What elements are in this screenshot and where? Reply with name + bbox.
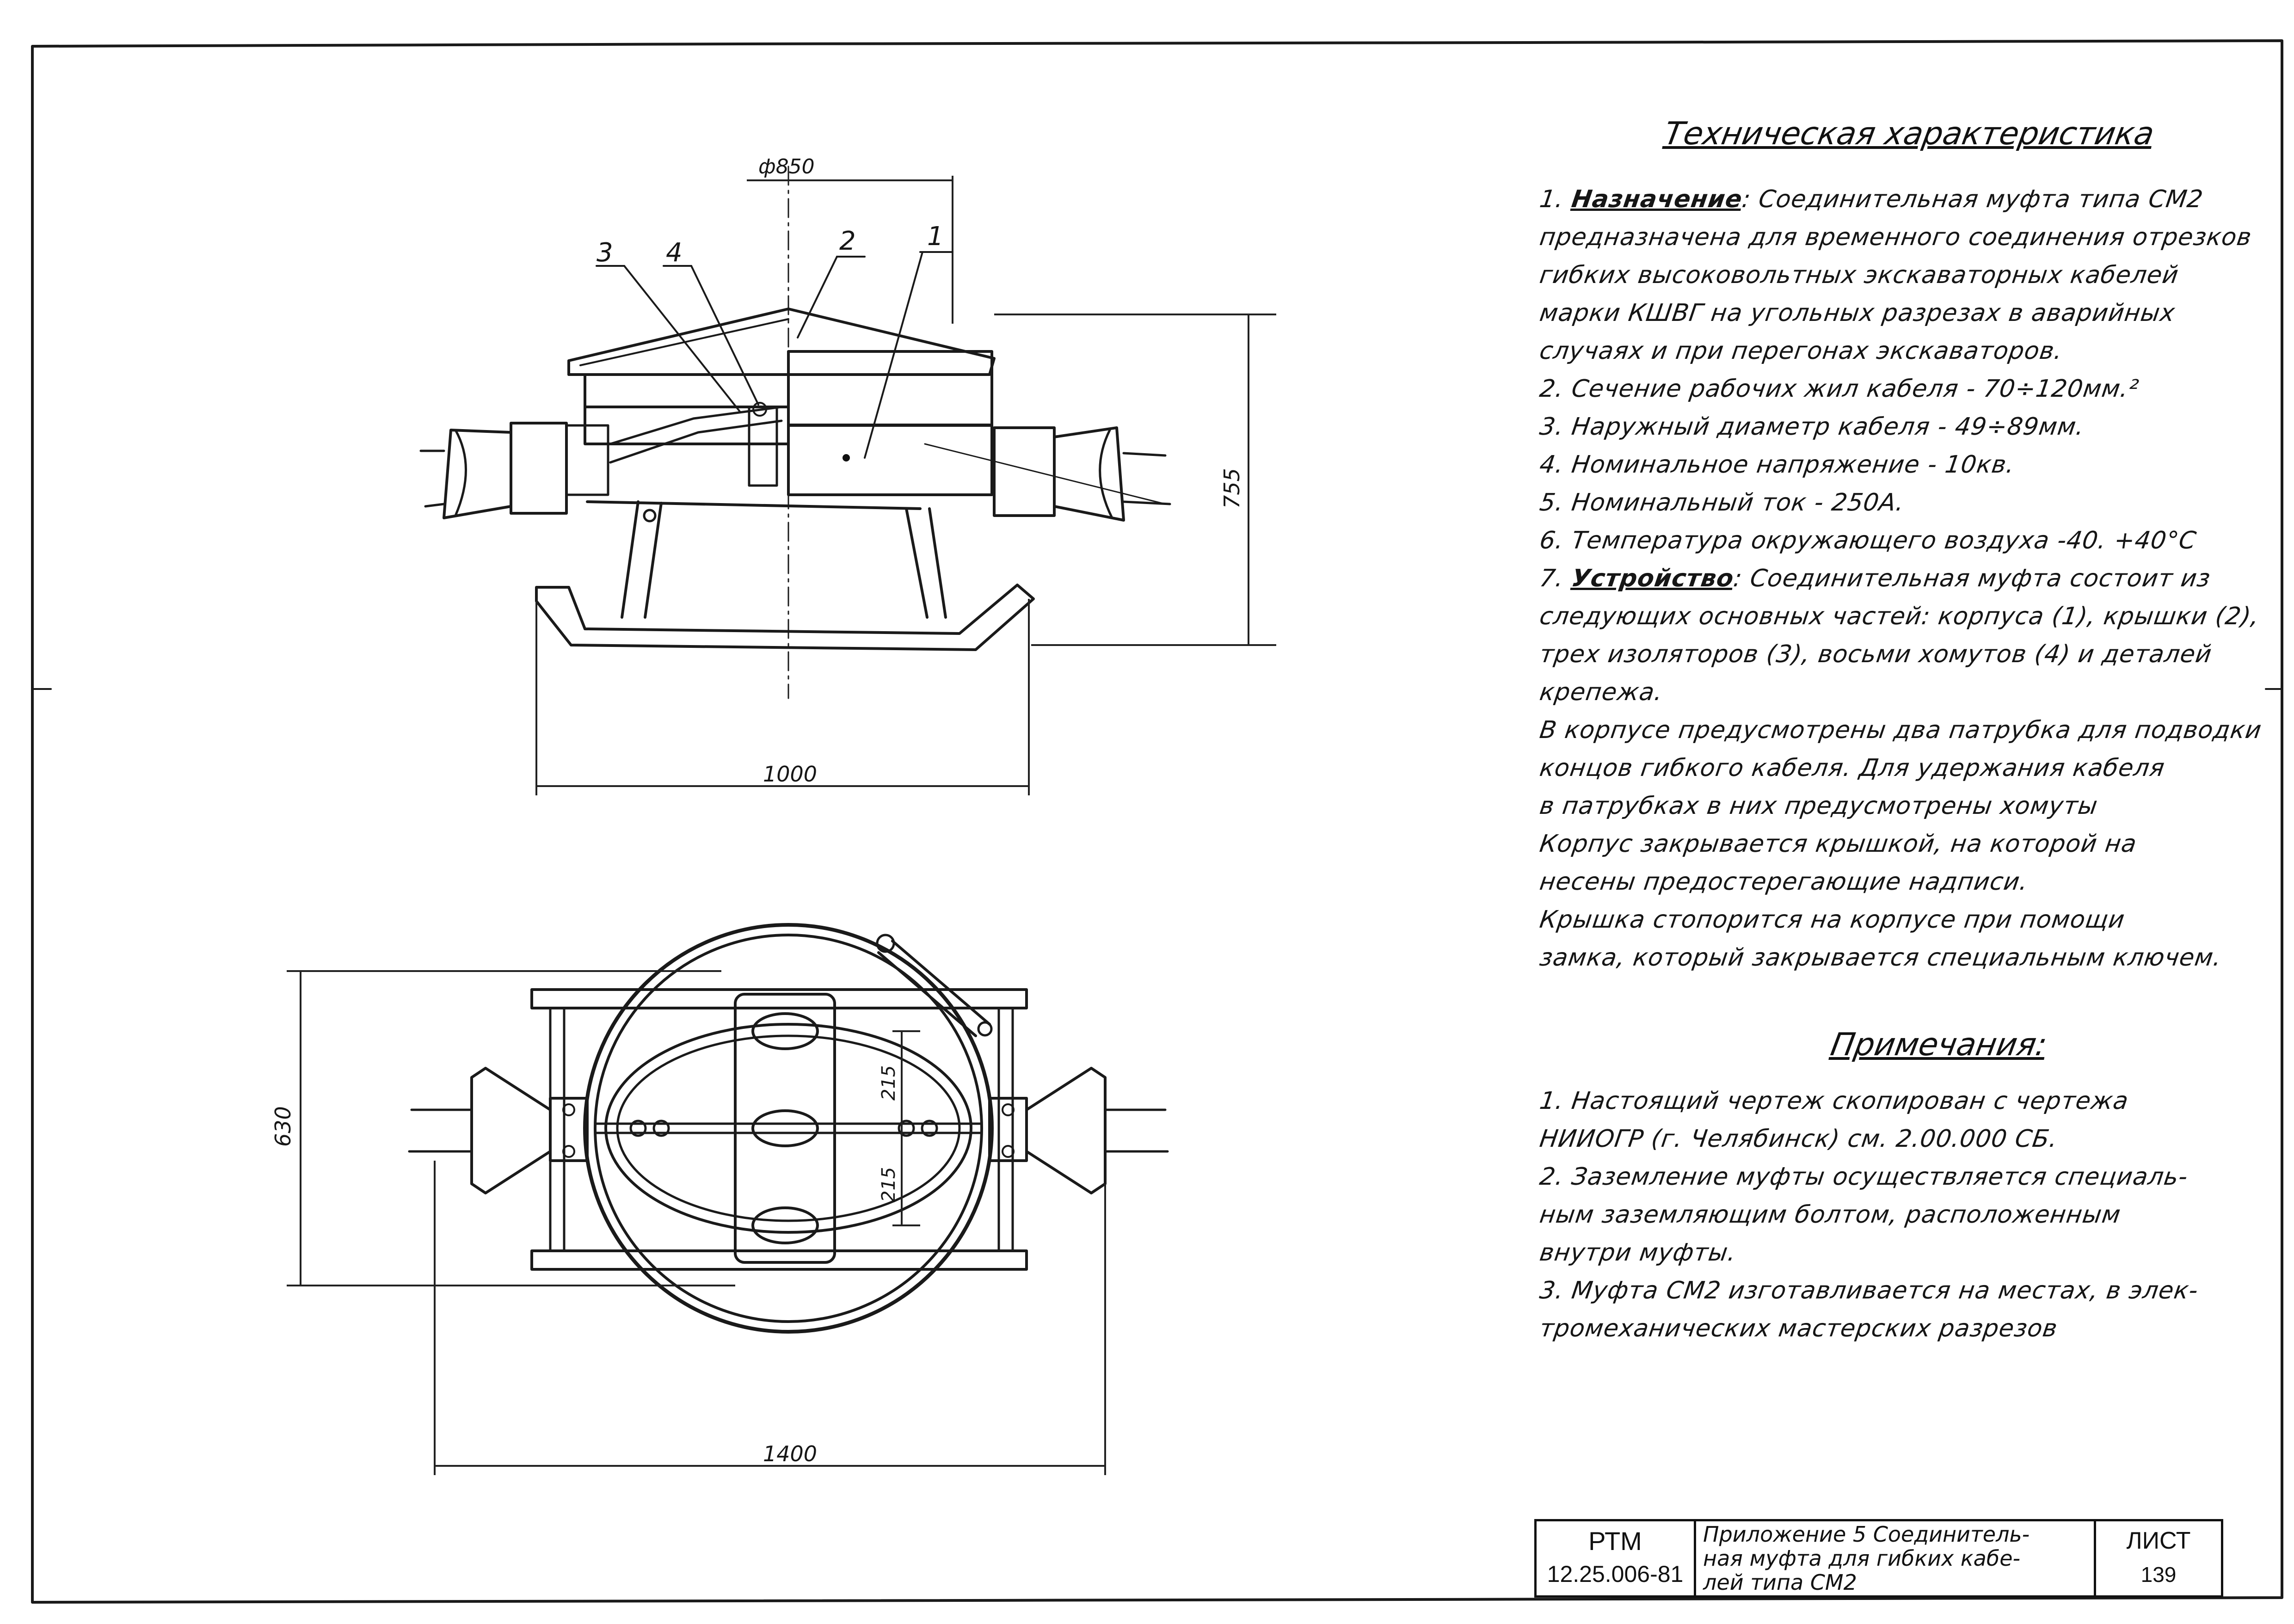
left-horn: [444, 430, 511, 518]
insulator-post: [749, 407, 777, 486]
note-line-0: 1. Настоящий чертеж скопирован с чертежа: [1538, 1087, 2131, 1115]
tech-item-1-line-0: Соединительная муфта типа СМ2: [1757, 185, 2205, 213]
left-flange: [511, 423, 566, 513]
left-cable-stub: [421, 451, 444, 506]
housing-upper: [788, 351, 992, 425]
inner-ring-outer: [606, 1024, 971, 1232]
callout-1: 1: [927, 221, 944, 252]
tech-body-line-3: Корпус закрывается крышкой, на которой на: [1538, 830, 2139, 858]
insulator-top: [753, 1014, 818, 1049]
leg-bolt: [644, 510, 655, 521]
tech-item-7-label: Устройство: [1569, 565, 1736, 592]
diameter-dim-text: ф850: [758, 155, 815, 178]
tech-body-line-5: Крышка стопорится на корпусе при помощи: [1538, 906, 2127, 934]
top-left-cable: [409, 1110, 472, 1151]
note-line-4: внутри муфты.: [1538, 1239, 1738, 1267]
stamp-sheet-number: 139: [2140, 1562, 2177, 1587]
height-dim-text: 755: [1219, 468, 1244, 509]
tech-body-line-6: замка, который закрывается специальным ключем.: [1538, 944, 2224, 972]
tech-item-7-line-1: следующих основных частей: корпуса (1), крышки (2),: [1538, 603, 2261, 630]
top-view: [271, 925, 1168, 1475]
stamp-doc-code-1: РТМ: [1588, 1526, 1642, 1556]
tech-item-1-label: Назначение: [1569, 185, 1744, 213]
lid-part-2: [569, 309, 994, 375]
lock-pin: [978, 1022, 991, 1035]
stamp-title: [1703, 1522, 2030, 1594]
left-clamp-block: [566, 425, 608, 495]
spacing-dim-upper: 215: [878, 1065, 899, 1101]
tech-item-1-line-1: предназначена для временного соединения отрезков: [1538, 223, 2254, 251]
sledge-runner: [536, 585, 1033, 650]
top-right-horn: [1027, 1068, 1105, 1193]
side-view: [421, 155, 1276, 795]
tech-item-6: 6. Температура окружающего воздуха -40. +40°С: [1538, 527, 2198, 554]
tech-item-1-line-3: марки КШВГ на угольных разрезах в аварийных: [1538, 299, 2177, 327]
housing-lower: [788, 425, 992, 495]
stamp-sheet-cell: [2094, 1519, 2223, 1598]
tech-body-line-2: в патрубках в них предусмотрены хомуты: [1538, 792, 2100, 820]
note-line-6: тромеханических мастерских разрезов: [1538, 1315, 2060, 1342]
tech-item-1-line-2: гибких высоковольтных экскаваторных кабелей: [1538, 261, 2181, 289]
left-horn-inner: [455, 430, 466, 516]
note-line-3: ным заземляющим болтом, расположенным: [1538, 1201, 2123, 1229]
right-horn-inner: [1100, 430, 1112, 518]
callout-4-leader: [691, 266, 758, 405]
top-left-flange: [550, 1098, 587, 1161]
right-horn: [1054, 428, 1124, 520]
tech-item-7-line-0: Соединительная муфта состоит из: [1748, 565, 2213, 592]
callout-3: 3: [597, 238, 613, 268]
tech-heading: Техническая характеристика: [1661, 116, 2157, 152]
tech-item-2: 2. Сечение рабочих жил кабеля - 70÷120мм.²: [1538, 375, 2141, 403]
tech-item-5: 5. Номинальный ток - 250А.: [1538, 489, 1907, 517]
stamp-sheet-label: ЛИСТ: [2126, 1527, 2191, 1554]
insulator-plate: [735, 994, 835, 1262]
callout-2-leader: [798, 257, 837, 338]
stamp-doc-code-cell: [1534, 1519, 1696, 1598]
tech-body-line-1: концов гибкого кабеля. Для удержания кабеля: [1538, 754, 2167, 782]
callout-4: 4: [666, 238, 683, 268]
sledge-legs: [587, 502, 946, 617]
tech-body-line-0: В корпусе предусмотрены два патрубка для подводки: [1538, 716, 2263, 744]
tech-item-7: 7. Устройство: Соединительная муфта состоит из: [1538, 565, 2213, 592]
tech-body-line-4: несены предостерегающие надписи.: [1538, 868, 2030, 896]
note-line-5: 3. Муфта СМ2 изготавливается на местах, в элек-: [1538, 1277, 2200, 1304]
notes-heading: Примечания:: [1828, 1027, 2050, 1063]
callout-2: 2: [839, 226, 856, 256]
stamp-title-line-1: ная муфта для гибких кабе-: [1703, 1546, 2021, 1571]
insulator-middle: [753, 1111, 818, 1146]
right-cable-stub: [1124, 453, 1170, 504]
callout-1-leader: [865, 252, 923, 458]
tech-block: [1540, 180, 2280, 977]
note-line-2: 2. Заземление муфты осуществляется специаль-: [1538, 1163, 2190, 1191]
title-block: [1534, 1519, 2223, 1598]
top-frame-right: [999, 1008, 1013, 1251]
tech-item-7-line-3: крепежа.: [1538, 678, 1665, 706]
length-dim-text: 1400: [763, 1441, 818, 1466]
notes-block: [1540, 1082, 2280, 1347]
tech-item-7-line-2: трех изоляторов (3), восьми хомутов (4) и деталей: [1538, 640, 2214, 668]
note-line-1: НИИОГР (г. Челябинск) см. 2.00.000 СБ.: [1538, 1125, 2060, 1153]
stamp-title-cell: [1694, 1519, 2096, 1598]
insulator-bottom: [753, 1208, 818, 1243]
tech-item-4: 4. Номинальное напряжение - 10кв.: [1538, 451, 2017, 479]
tech-item-1-line-4: случаях и при перегонах экскаваторов.: [1538, 337, 2065, 365]
tech-item-3: 3. Наружный диаметр кабеля - 49÷89мм.: [1538, 413, 2086, 441]
stamp-title-line-0: Приложение 5 Соединитель-: [1703, 1522, 2030, 1547]
spacing-dim-lower: 215: [878, 1167, 899, 1202]
width630-dim-text: 630: [271, 1106, 295, 1147]
top-right-flange: [990, 1098, 1027, 1161]
tech-item-1: 1. Назначение: Соединительная муфта типа СМ2: [1538, 185, 2205, 213]
stamp-title-line-2: лей типа СМ2: [1703, 1570, 1857, 1595]
width-dim-text: 1000: [763, 762, 818, 787]
callout-3-leader: [624, 266, 740, 412]
stamp-doc-code-2: 12.25.006-81: [1547, 1561, 1684, 1587]
top-rail-lower: [532, 1251, 1027, 1269]
top-frame-left: [550, 1008, 564, 1251]
right-flange: [994, 428, 1054, 516]
top-left-horn: [472, 1068, 550, 1193]
top-right-cable: [1105, 1110, 1168, 1151]
housing-bolt: [843, 454, 850, 461]
